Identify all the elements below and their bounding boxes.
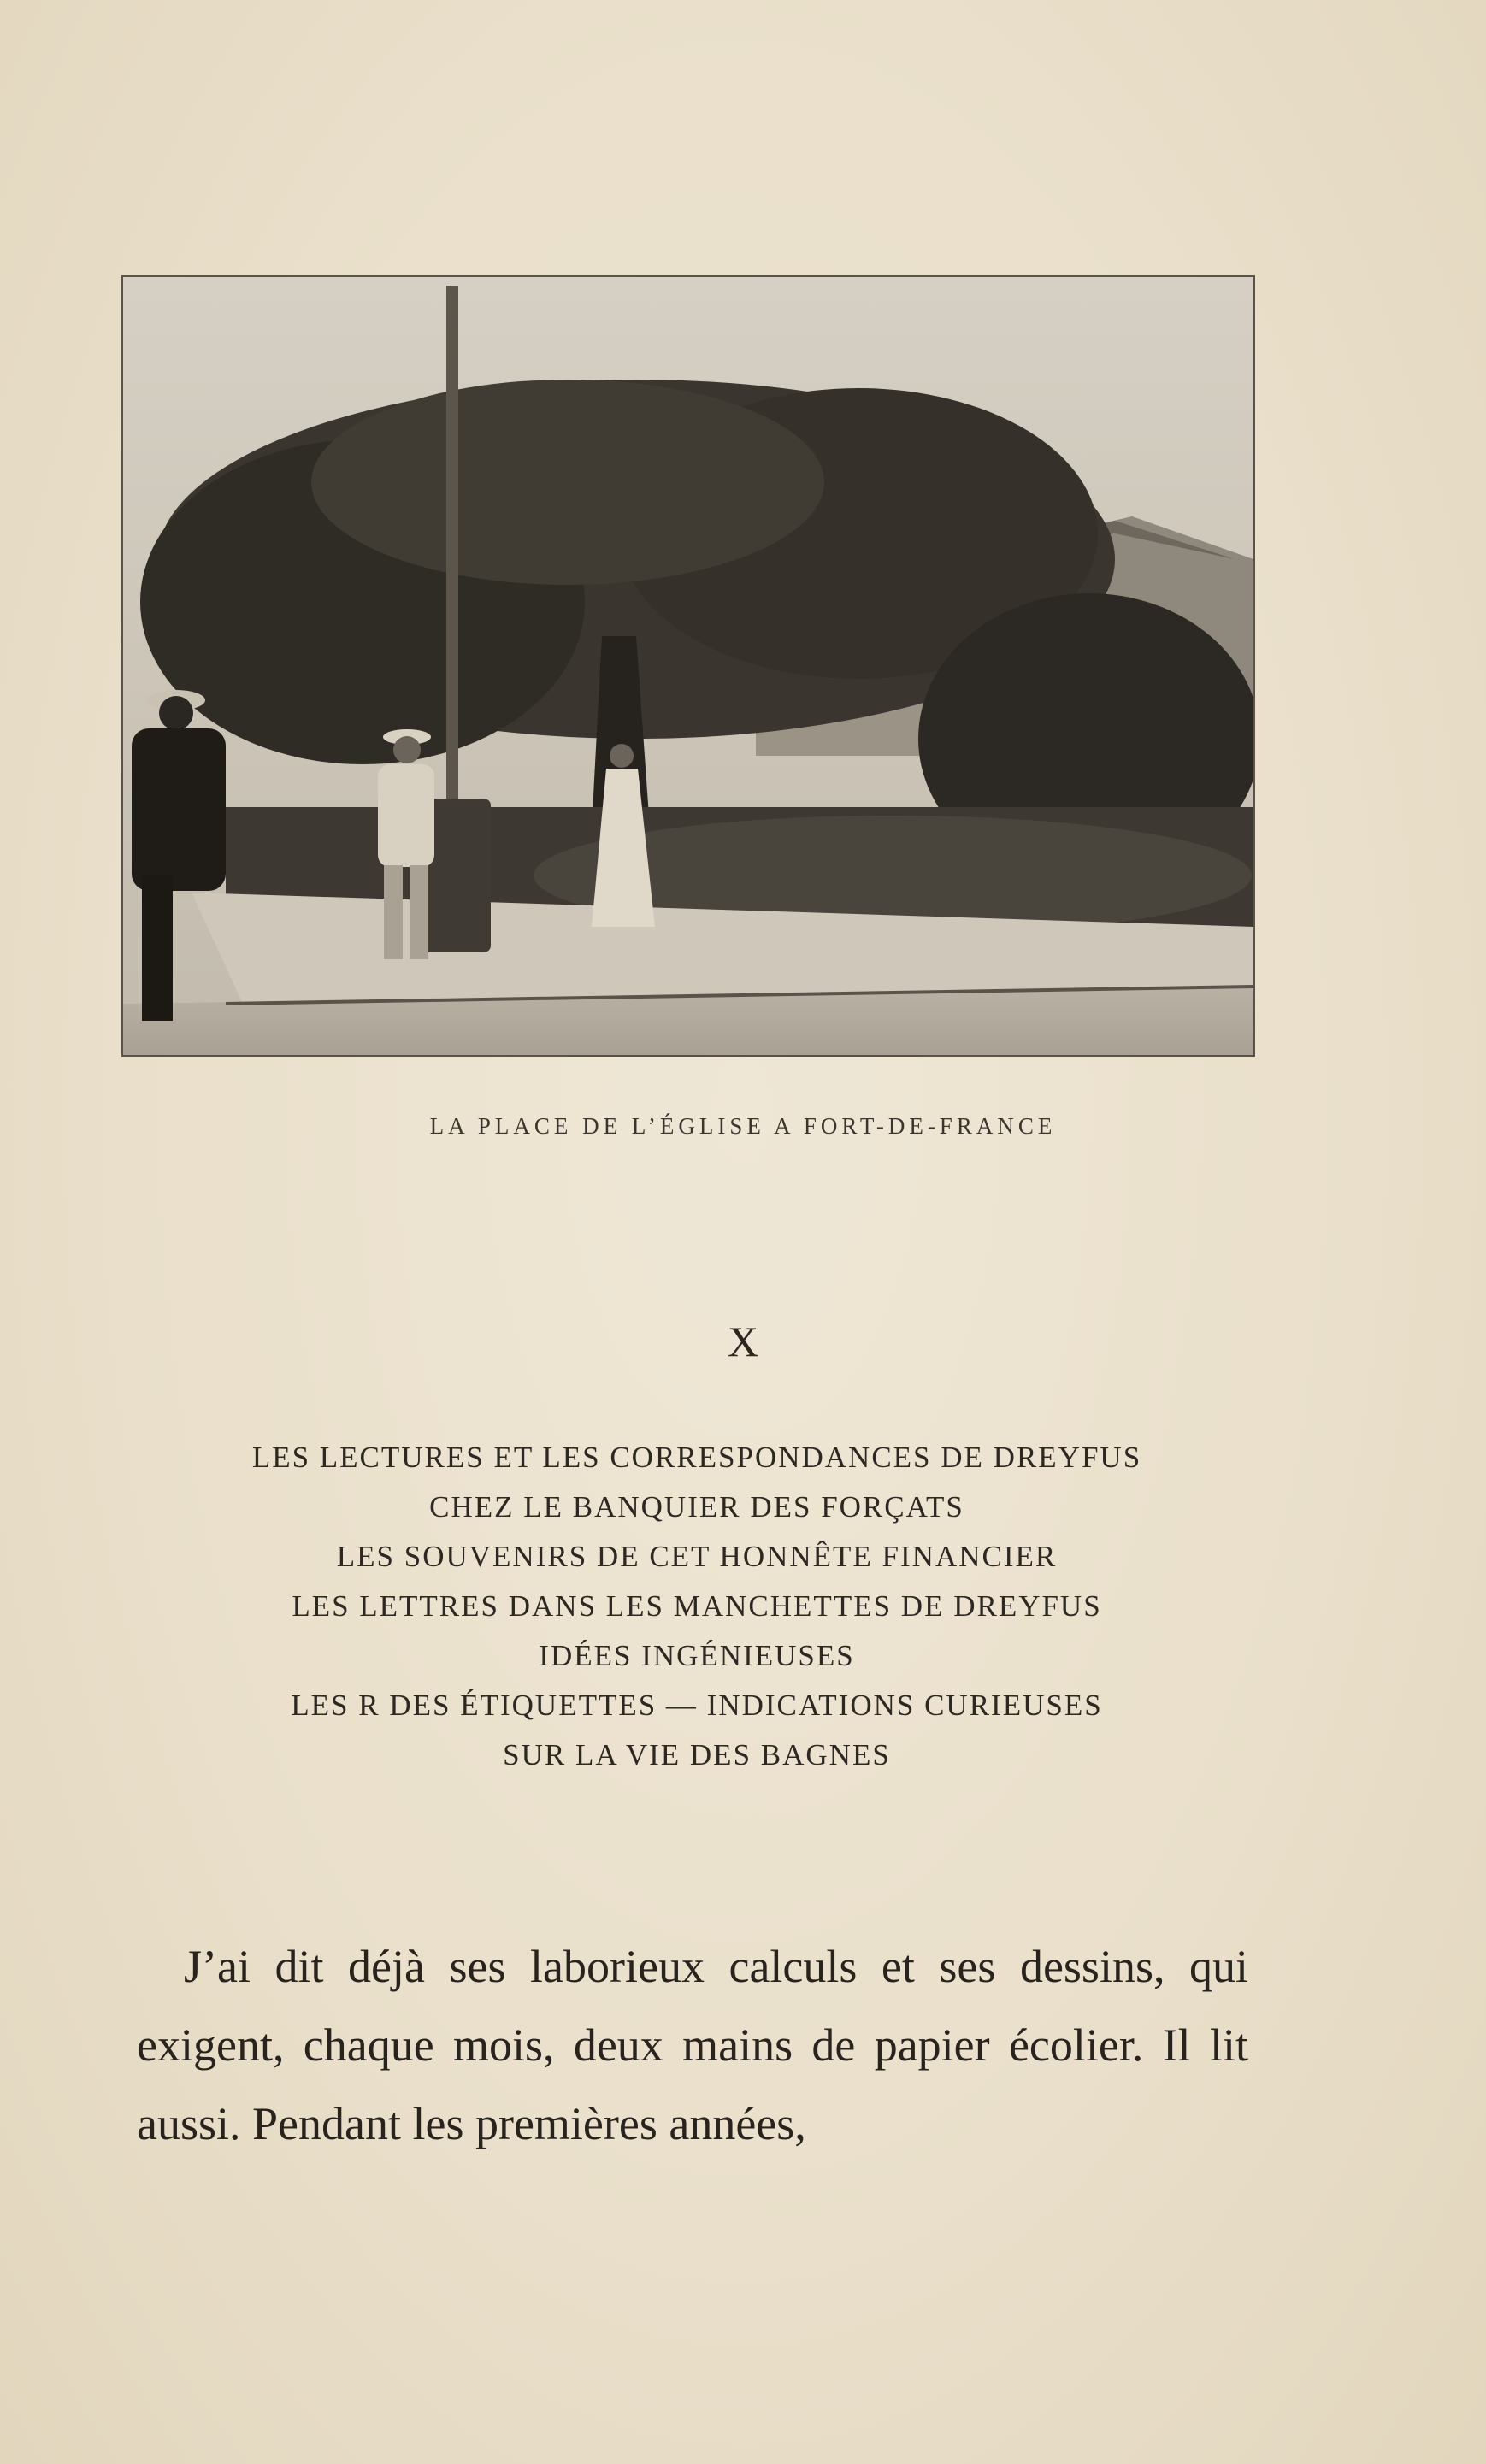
summary-line: LES R DES ÉTIQUETTES — INDICATIONS CURIEUSES xyxy=(291,1689,1103,1722)
summary-line: LES SOUVENIRS DE CET HONNÊTE FINANCIER xyxy=(336,1540,1058,1573)
summary-line: LES LECTURES ET LES CORRESPONDANCES DE DREYFUS xyxy=(251,1441,1142,1474)
photograph xyxy=(121,275,1255,1057)
summary-line: IDÉES INGÉNIEUSES xyxy=(539,1639,855,1672)
photograph-plate-image xyxy=(123,277,1253,1055)
summary-line: SUR LA VIE DES BAGNES xyxy=(503,1738,891,1771)
chapter-number: X xyxy=(727,1317,759,1365)
summary-line: LES LETTRES DANS LES MANCHETTES DE DREYFUS xyxy=(292,1589,1102,1623)
body-paragraph: J’ai dit déjà ses laborieux calculs et ses dessins, qui exigent, chaque mois, deux mains de papier écolier. Il lit aussi. Pendant les premières années, xyxy=(137,1941,1248,2149)
summary-line: CHEZ LE BANQUIER DES FORÇATS xyxy=(429,1490,964,1524)
chapter-summary xyxy=(128,1433,1265,1780)
photo-caption: LA ‌PLACE DE L’ÉGLISE A FORT-DE-FRANCE xyxy=(429,1113,1057,1139)
